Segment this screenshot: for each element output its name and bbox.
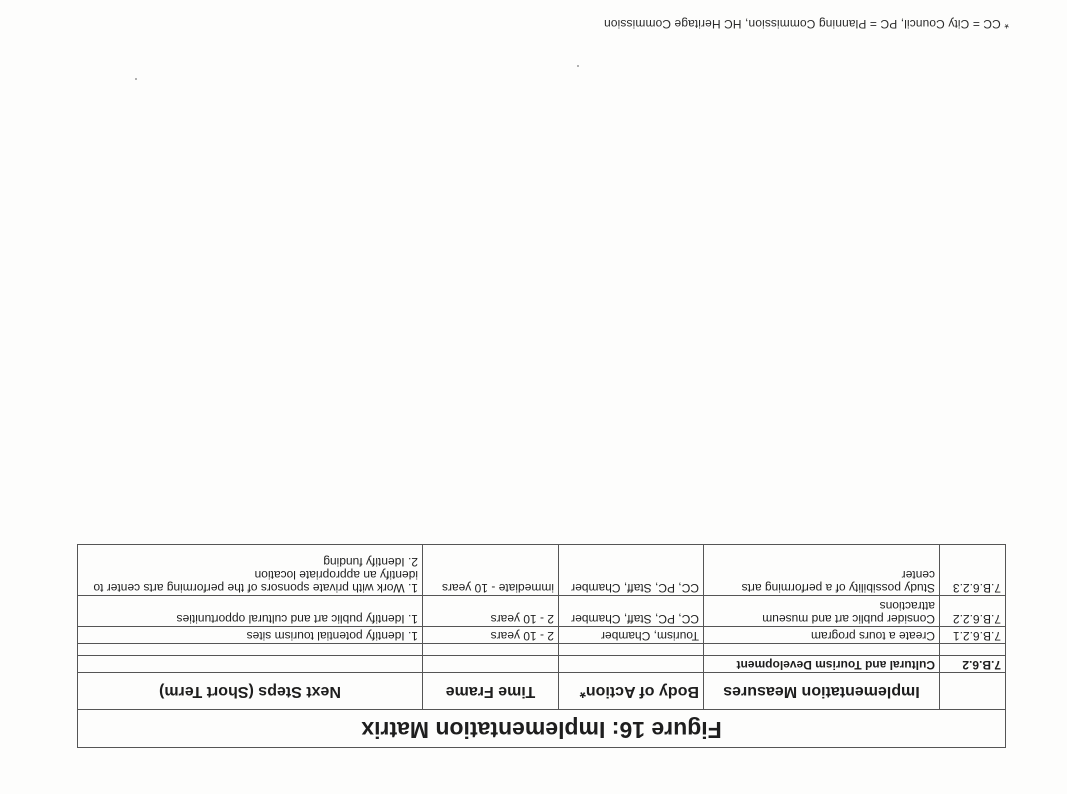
spacer-row	[77, 644, 1005, 656]
row-steps	[77, 545, 422, 596]
step-item: 1. Identify public art and cultural opportunities	[176, 612, 418, 626]
header-next-steps: Next Steps (Short Term)	[77, 673, 422, 710]
row-body: Tourism, Chamber	[559, 627, 704, 644]
step-item: 2. Identify funding	[323, 555, 418, 569]
row-measure: Create a tours program	[704, 627, 940, 644]
row-steps	[77, 627, 422, 644]
step-item: 1. Identify potential tourism sites	[246, 629, 418, 643]
footnote: * CC = City Council, PC = Planning Commission, HC Heritage Commission	[603, 17, 1009, 31]
table-row	[77, 627, 1005, 644]
header-time-frame: Time Frame	[423, 673, 559, 710]
header-code	[940, 673, 1006, 710]
step-item: 1. Work with private sponsors of the performing arts center to identify an appropriate location	[93, 568, 418, 595]
section-label: Cultural and Tourism Development	[704, 656, 940, 673]
section-code: 7.B.6.2	[940, 656, 1006, 673]
table-row	[77, 596, 1005, 627]
row-code: 7.B.6.2.2	[940, 596, 1006, 627]
implementation-matrix	[77, 544, 1006, 748]
row-time: immediate - 10 years	[423, 545, 559, 596]
row-body: CC, PC, Staff, Chamber	[559, 596, 704, 627]
header-body-of-action: Body of Action*	[559, 673, 704, 710]
row-code: 7.B.6.2.1	[940, 627, 1006, 644]
row-steps	[77, 596, 422, 627]
row-code: 7.B.6.2.3	[940, 545, 1006, 596]
header-row	[77, 673, 1005, 710]
row-measure: Consider public art and museum attractions	[704, 596, 940, 627]
scan-speck	[135, 78, 137, 80]
row-time: 2 - 10 years	[423, 627, 559, 644]
table-row	[77, 545, 1005, 596]
header-measures: Implementation Measures	[704, 673, 940, 710]
row-body: CC, PC, Staff, Chamber	[559, 545, 704, 596]
section-row	[77, 656, 1005, 673]
matrix-title: Figure 16: Implementation Matrix	[77, 710, 1005, 748]
row-measure: Study possibility of a performing arts center	[704, 545, 940, 596]
row-time: 2 - 10 years	[423, 596, 559, 627]
scan-speck	[577, 65, 579, 67]
